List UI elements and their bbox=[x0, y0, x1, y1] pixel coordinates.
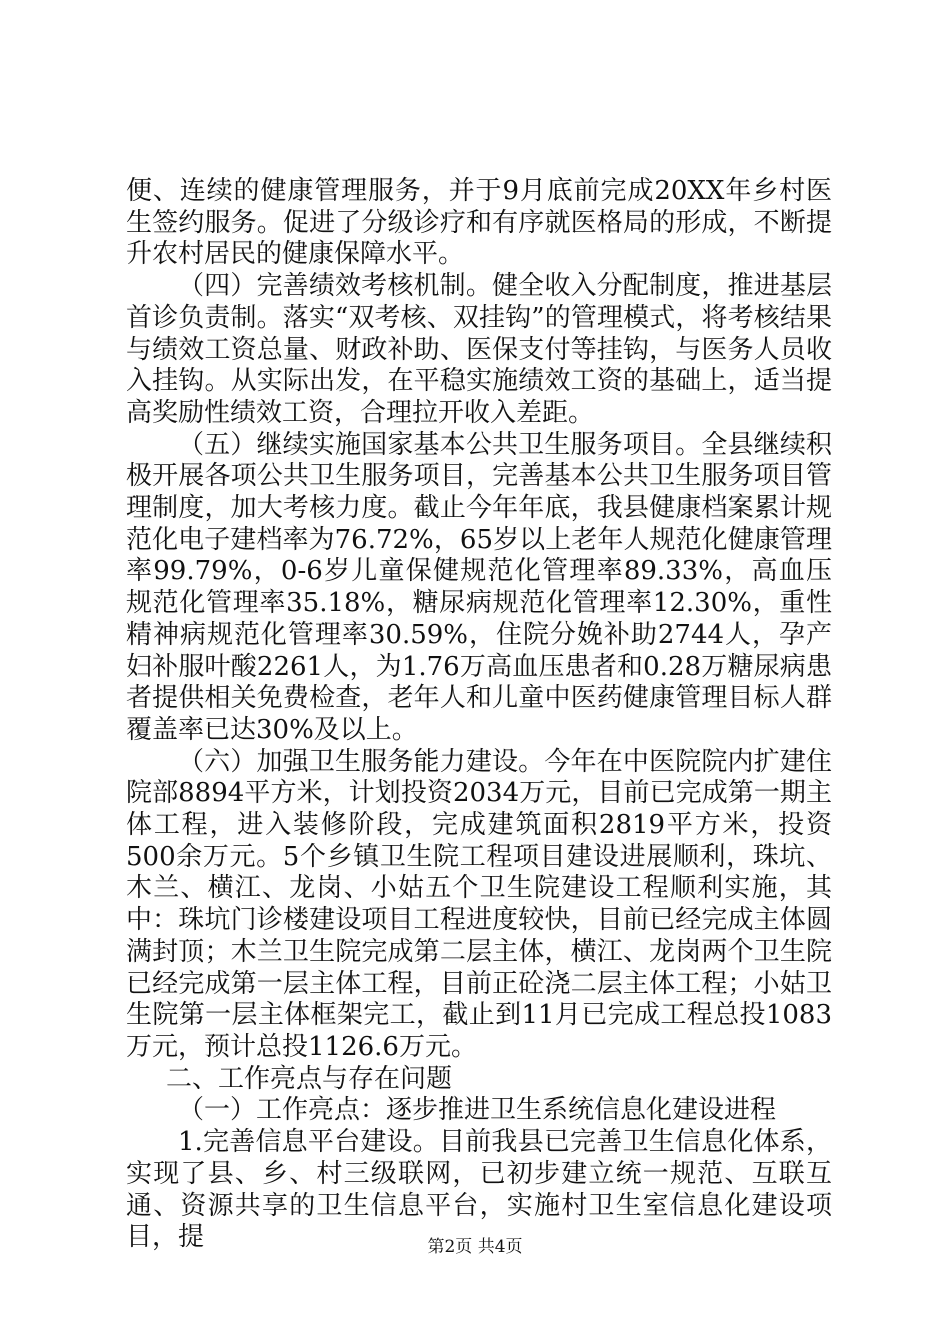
section-heading: 二、工作亮点与存在问题 bbox=[166, 1063, 453, 1094]
paragraph-section-5: （五）继续实施国家基本公共卫生服务项目。全县继续积极开展各项公共卫生服务项目，完善基本公共卫生服务项目管理制度，加大考核力度。截止今年年底，我县健康档案累计规范化电子建档率为76.72%，65岁以上老年人规范化健康管理率99.79%，0-6岁儿童保健规范化管理率89.33%，高血压规范化管理率35.18%，糖尿病规范化管理率12.30%，重性精神病规范化管理率30.59%，住院分娩补助2744人，孕产妇补服叶酸2261人，为1.76万高血压患者和0.28万糖尿病患者提供相关免费检查，老年人和儿童中医药健康管理目标人群覆盖率已达30%及以上。 bbox=[126, 429, 832, 745]
page-number: 第2页 共4页 bbox=[427, 1237, 523, 1257]
document-body bbox=[126, 176, 832, 1254]
paragraph-item-1: 1.完善信息平台建设。目前我县已完善卫生信息化体系，实现了县、乡、村三级联网，已初步建立统一规范、互联互通、资源共享的卫生信息平台，实施村卫生室信息化建设项目，提 bbox=[126, 1127, 832, 1253]
paragraph-section-6: （六）加强卫生服务能力建设。今年在中医院院内扩建住院部8894平方米，计划投资2034万元，目前已完成第一期主体工程，进入装修阶段，完成建筑面积2819平方米，投资500余万元。5个乡镇卫生院工程项目建设进展顺利，珠坑、木兰、横江、龙岗、小姑五个卫生院建设工程顺利实施，其中：珠坑门诊楼建设项目工程进度较快，目前已经完成主体圆满封顶；木兰卫生院完成第二层主体，横江、龙岗两个卫生院已经完成第一层主体工程，目前正砼浇二层主体工程；小姑卫生院第一层主体框架完工，截止到11月已完成工程总投1083万元，预计总投1126.6万元。 bbox=[126, 746, 832, 1062]
paragraph-continuation: 便、连续的健康管理服务，并于9月底前完成20XX年乡村医生签约服务。促进了分级诊疗和有序就医格局的形成，不断提升农村居民的健康保障水平。 bbox=[126, 176, 832, 270]
paragraph-section-4: （四）完善绩效考核机制。健全收入分配制度，推进基层首诊负责制。落实“双考核、双挂钩”的管理模式，将考核结果与绩效工资总量、财政补助、医保支付等挂钩，与医务人员收入挂钩。从实际出发，在平稳实施绩效工资的基础上，适当提高奖励性绩效工资，合理拉开收入差距。 bbox=[126, 271, 832, 428]
subsection-heading: （一）工作亮点：逐步推进卫生系统信息化建设进程 bbox=[178, 1095, 777, 1126]
page-footer bbox=[0, 1236, 950, 1258]
